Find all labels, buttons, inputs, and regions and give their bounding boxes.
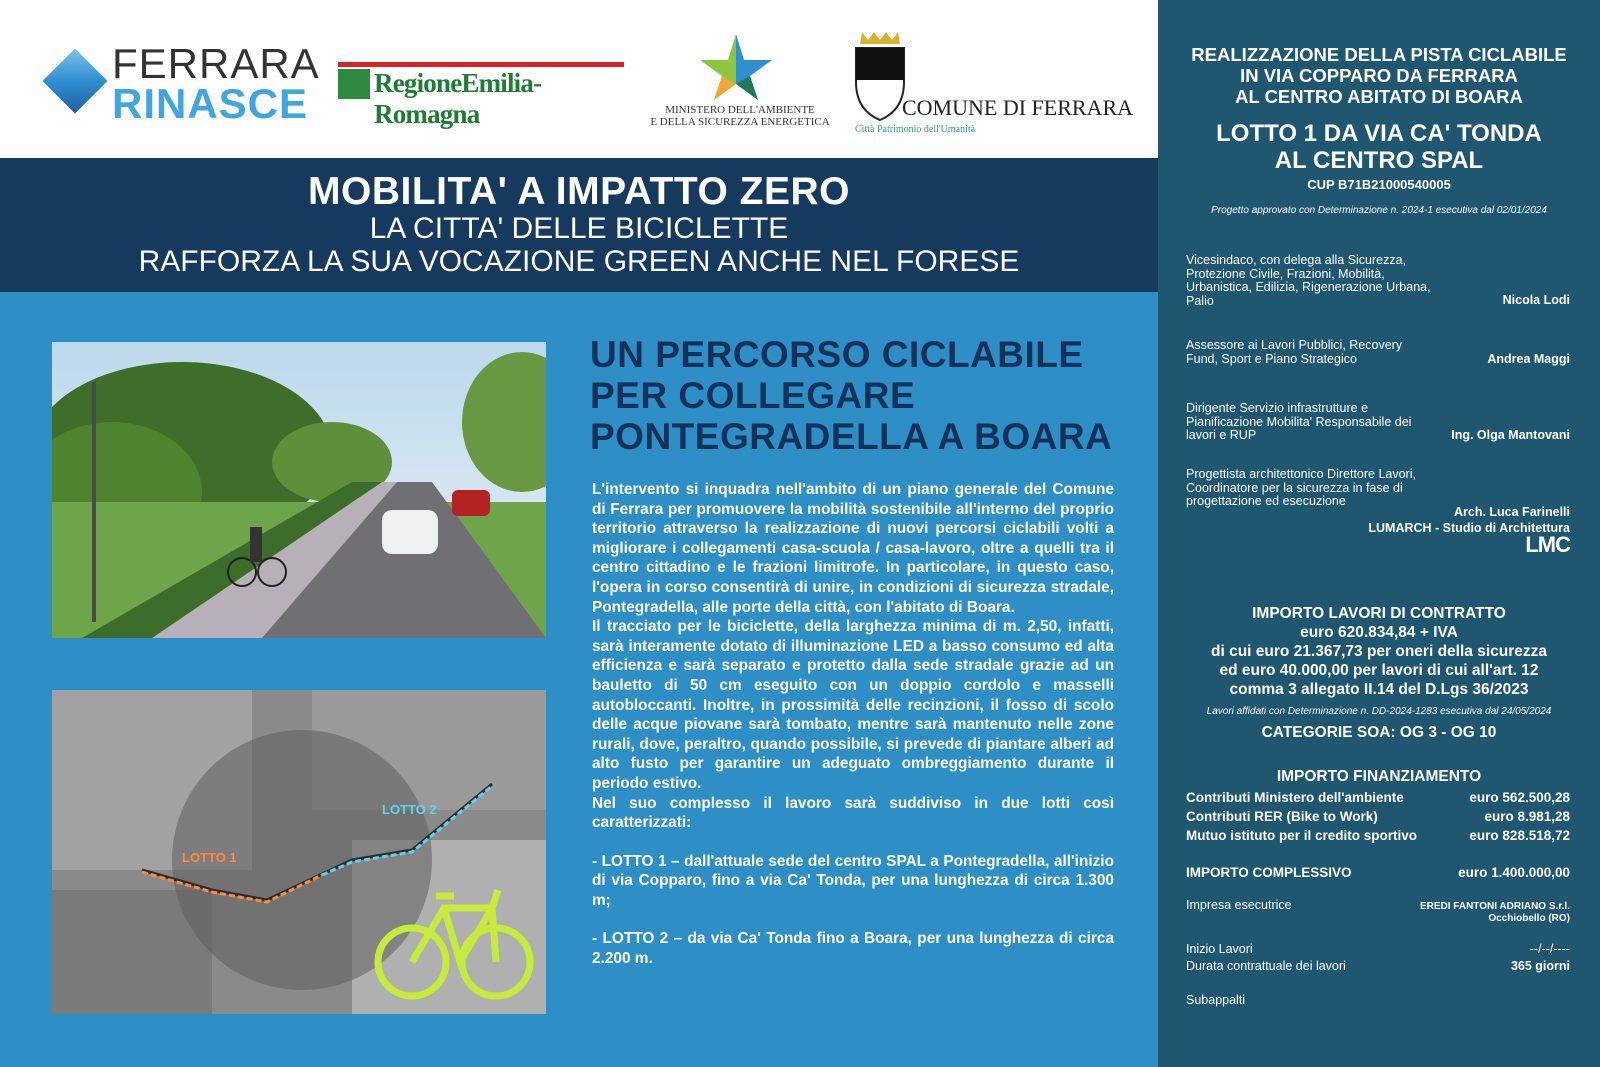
impresa-row — [1186, 899, 1570, 927]
dirigente-label: Dirigente Servizio infrastrutture e Pianificazione Mobilita' Responsabile dei lavori e RUP — [1186, 401, 1412, 442]
importo-complessivo-label: IMPORTO COMPLESSIVO — [1186, 865, 1352, 880]
lotto-title-line1: LOTTO 1 DA VIA CA' TONDA — [1216, 120, 1542, 147]
durata-value: 365 giorni — [1510, 959, 1570, 973]
rinasce-logo-text: RINASCE — [112, 80, 309, 127]
importo-line4: comma 3 allegato II.14 del D.Lgs 36/2023 — [1229, 681, 1529, 698]
rer-logo-text: RegioneEmilia-Romagna — [374, 68, 542, 129]
vicesindaco-label: Vicesindaco, con delega alla Sicurezza, Protezione Civile, Frazioni, Mobilità, Urbanistica, Edilizia, Rigenerazione Urbana, Palio — [1186, 253, 1431, 308]
assessore-label: Assessore ai Lavori Pubblici, Recovery Fund, Sport e Piano Strategico — [1186, 338, 1403, 366]
bike-lane-photo — [52, 342, 546, 638]
progettista-name: Arch. Luca Farinelli — [1453, 505, 1570, 519]
progettista-label: Progettista architettonico Direttore Lavori, Coordinatore per la sicurezza in fase di progettazione ed esecuzione — [1186, 467, 1416, 508]
approval-note: Progetto approvato con Determinazione n. 2024-1 esecutiva dal 02/01/2024 — [1211, 205, 1547, 216]
ministero-logo-text — [640, 104, 840, 128]
importo-title: IMPORTO LAVORI DI CONTRATTO — [1252, 605, 1506, 622]
fin-row-ministero — [1186, 790, 1570, 805]
ministero-star-icon — [696, 30, 776, 102]
logo-band — [0, 0, 1158, 158]
banner-title: MOBILITA' A IMPATTO ZERO — [308, 170, 850, 213]
vicesindaco-row — [1186, 254, 1570, 310]
subappalti-row — [1186, 994, 1570, 1010]
description-para1: L'intervento si inquadra nell'ambito di un piano generale del Comune di Ferrara per promuovere la mobilità sostenibile all'interno del proprio territorio attraverso la realizzazione di nuovi percorsi ciclabili volti a migliorare i collegamenti casa-scuola / casa-lavoro, oltre a quelli tra il centro cittadino e le frazioni limitrofe. In particolare, in questo caso, l'opera in corso consentirà di unire, in condizioni di sicurezza stradale, Pontegradella, alle porte della città, con l'abitato di Boara. — [592, 481, 1114, 616]
heading-line1: UN PERCORSO CICLABILE — [590, 334, 1084, 375]
heading-line2: PER COLLEGARE — [590, 375, 916, 416]
comune-logo-text: COMUNE DI FERRARA — [902, 95, 1134, 120]
importo-line2: di cui euro 21.367,73 per oneri della sicurezza — [1211, 643, 1547, 660]
map-label-lotto1: LOTTO 1 — [182, 850, 237, 865]
inizio-label: Inizio Lavori — [1186, 942, 1253, 956]
fin-ministero-value: euro 562.500,28 — [1469, 790, 1570, 805]
fin-mutuo-label: Mutuo istituto per il credito sportivo — [1186, 828, 1417, 843]
banner-subtitle-2: RAFFORZA LA SUA VOCAZIONE GREEN ANCHE NEL FORESE — [138, 245, 1020, 278]
project-title — [1158, 44, 1600, 107]
regione-emilia-romagna-logo — [338, 62, 624, 129]
comune-shield-icon — [852, 30, 908, 122]
rer-red-bar — [338, 62, 624, 67]
lotto-title — [1158, 120, 1600, 174]
cup-code: CUP B71B21000540005 — [1307, 177, 1451, 192]
inizio-value: --/--/---- — [1529, 942, 1570, 956]
importo-lavori — [1158, 604, 1600, 699]
title-banner — [0, 158, 1158, 292]
lotto-title-line2: AL CENTRO SPAL — [1274, 147, 1484, 174]
fin-rer-label: Contributi RER (Bike to Work) — [1186, 809, 1378, 824]
vicesindaco-name: Nicola Lodi — [1502, 293, 1570, 307]
inizio-row — [1186, 943, 1570, 959]
ministero-line1: MINISTERO DELL'AMBIENTE — [665, 104, 815, 116]
assessore-name: Andrea Maggi — [1487, 352, 1570, 366]
description-text — [592, 480, 1114, 969]
project-title-line3: AL CENTRO ABITATO DI BOARA — [1235, 86, 1523, 107]
fin-rer-value: euro 8.981,28 — [1484, 809, 1570, 824]
description-para3: Nel suo complesso il lavoro sarà suddiviso in due lotti così caratterizzati: — [592, 794, 1114, 832]
importo-complessivo-value: euro 1.400.000,00 — [1458, 865, 1570, 880]
dirigente-name: Ing. Olga Mantovani — [1451, 428, 1570, 442]
lotto2-description: - LOTTO 2 – da via Ca' Tonda fino a Boara, per una lunghezza di circa 2.200 m. — [592, 930, 1114, 968]
importo-line3: ed euro 40.000,00 per lavori di cui all'art. 12 — [1219, 662, 1539, 679]
map-label-lotto2: LOTTO 2 — [382, 802, 437, 817]
durata-row — [1186, 960, 1570, 976]
fin-row-mutuo — [1186, 828, 1570, 843]
heading-line3: PONTEGRADELLA A BOARA — [590, 416, 1113, 457]
progettista-row — [1186, 467, 1570, 557]
importo-amount: euro 620.834,84 + IVA — [1300, 624, 1458, 641]
project-title-line2: IN VIA COPPARO DA FERRARA — [1240, 65, 1518, 86]
durata-label: Durata contrattuale dei lavori — [1186, 959, 1346, 973]
description-para2: Il tracciato per le biciclette, della larghezza minima di m. 2,50, infatti, sarà interamente dotato di illuminazione LED a basso consumo ed alta efficienza e sarà separato e protetto dalla sede stradale grazie ad un bauletto di 50 cm eseguito con un doppio cordolo e masselli autobloccanti. Inoltre, in prossimità delle recinzioni, il fosso di scolo delle acque piovane sarà tombato, mentre sarà mantenuto nelle zone rurali, dove, peraltro, quando possibile, si prevede di piantare alberi ad alto fusto per garantire un adeguato ombreggiamento durante il periodo estivo. — [592, 618, 1114, 792]
fin-ministero-label: Contributi Ministero dell'ambiente — [1186, 790, 1404, 805]
lumarch-logo: LMC — [1525, 532, 1570, 557]
rer-flag-icon — [338, 69, 370, 99]
section-heading — [590, 334, 1130, 457]
fin-row-rer — [1186, 809, 1570, 824]
finanziamento-title: IMPORTO FINANZIAMENTO — [1276, 768, 1482, 785]
lotto1-description: - LOTTO 1 – dall'attuale sede del centro SPAL a Pontegradella, all'inizio di via Copparo, fino a via Ca' Tonda, per una lunghezza di circa 1.300 m; — [592, 852, 1114, 909]
subappalti-label: Subappalti — [1186, 993, 1246, 1007]
dirigente-row — [1186, 402, 1570, 446]
project-title-line1: REALIZZAZIONE DELLA PISTA CICLABILE — [1191, 44, 1567, 65]
impresa-location: Occhiobello (RO) — [1488, 913, 1570, 924]
route-map-image — [52, 690, 546, 1014]
ministero-line2: E DELLA SICUREZZA ENERGETICA — [650, 116, 830, 128]
ferrara-rinasce-logo-icon — [42, 48, 107, 113]
comune-subtitle: Città Patrimonio dell'Umanità — [855, 124, 976, 135]
banner-subtitle-1: LA CITTA' DELLE BICICLETTE — [369, 212, 789, 245]
project-info-panel — [1158, 0, 1600, 1067]
impresa-label: Impresa esecutrice — [1186, 898, 1292, 912]
importo-complessivo-row — [1186, 865, 1570, 880]
lumarch-studio: LUMARCH - Studio di Architettura — [1368, 521, 1570, 535]
categorie-soa: CATEGORIE SOA: OG 3 - OG 10 — [1261, 724, 1497, 741]
ferrara-logo-text: FERRARA — [112, 40, 320, 87]
assessore-row — [1186, 339, 1570, 369]
impresa-name: EREDI FANTONI ADRIANO S.r.l. — [1419, 901, 1570, 912]
affidamento-note: Lavori affidati con Determinazione n. DD-2024-1283 esecutiva dal 24/05/2024 — [1206, 706, 1552, 717]
fin-mutuo-value: euro 828.518,72 — [1469, 828, 1570, 843]
